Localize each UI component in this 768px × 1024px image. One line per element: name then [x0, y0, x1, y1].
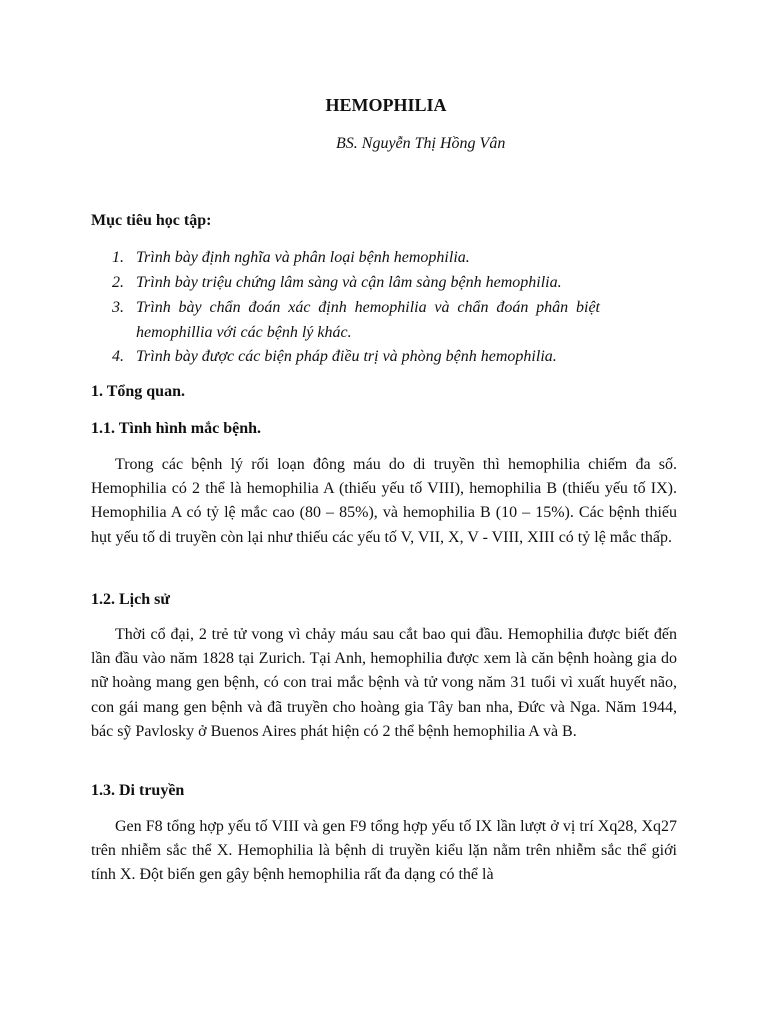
objective-number: 3.: [112, 299, 124, 316]
objective-item: [112, 344, 600, 369]
objective-item: [112, 270, 600, 295]
objective-number: 1.: [112, 249, 124, 266]
author-name: BS. Nguyễn Thị Hồng Vân: [336, 135, 506, 152]
section-heading: 1.2. Lịch sử: [91, 591, 170, 608]
objective-text: Trình bày triệu chứng lâm sàng và cận lâm sàng bệnh hemophilia.: [136, 274, 562, 291]
objectives-heading: Mục tiêu học tập:: [91, 212, 212, 229]
section-heading: 1.3. Di truyền: [91, 782, 185, 799]
objective-text: Trình bày chẩn đoán xác định hemophilia và chẩn đoán phân biệt hemophillia với các bệnh lý khác.: [136, 299, 600, 341]
objective-item: [112, 295, 600, 345]
section-heading: 1.1. Tình hình mắc bệnh.: [91, 420, 261, 437]
section-paragraph: Thời cổ đại, 2 trẻ tử vong vì chảy máu sau cắt bao qui đầu. Hemophilia được biết đến lần đầu vào năm 1828 tại Zurich. Tại Anh, hemophilia được xem là căn bệnh hoàng gia do nữ hoàng mang gen bệnh, có con trai mắc bệnh và tử vong năm 31 tuổi vì xuất huyết não, con gái mang gen bệnh và đã truyền cho hoàng gia Tây ban nha, Đức và Nga. Năm 1944, bác sỹ Pavlosky ở Buenos Aires phát hiện có 2 thể bệnh hemophilia A và B.: [91, 626, 677, 740]
objective-text: Trình bày được các biện pháp điều trị và phòng bệnh hemophilia.: [136, 348, 557, 365]
objective-number: 2.: [112, 274, 124, 291]
objective-text: Trình bày định nghĩa và phân loại bệnh hemophilia.: [136, 249, 470, 266]
objective-item: [112, 245, 600, 270]
section-paragraph: Trong các bệnh lý rối loạn đông máu do di truyền thì hemophilia chiếm đa số. Hemophilia có 2 thể là hemophilia A (thiếu yếu tố VIII), hemophilia B (thiếu yếu tố IX). Hemophilia A có tỷ lệ mắc cao (80 – 85%), và hemophilia B (10 – 15%). Các bệnh thiếu hụt yếu tố di truyền còn lại như thiếu các yếu tố V, VII, X, V - VIII, XIII có tỷ lệ mắc thấp.: [91, 456, 677, 546]
section-paragraph: Gen F8 tổng hợp yếu tố VIII và gen F9 tổng hợp yếu tố IX lần lượt ở vị trí Xq28, Xq27 trên nhiễm sắc thể X. Hemophilia là bệnh di truyền kiểu lặn nằm trên nhiễm sắc thể giới tính X. Đột biến gen gây bệnh hemophilia rất đa dạng có thể là: [91, 818, 677, 884]
objective-number: 4.: [112, 348, 124, 365]
section-heading: 1. Tổng quan.: [91, 383, 185, 400]
document-title: HEMOPHILIA: [325, 95, 447, 115]
